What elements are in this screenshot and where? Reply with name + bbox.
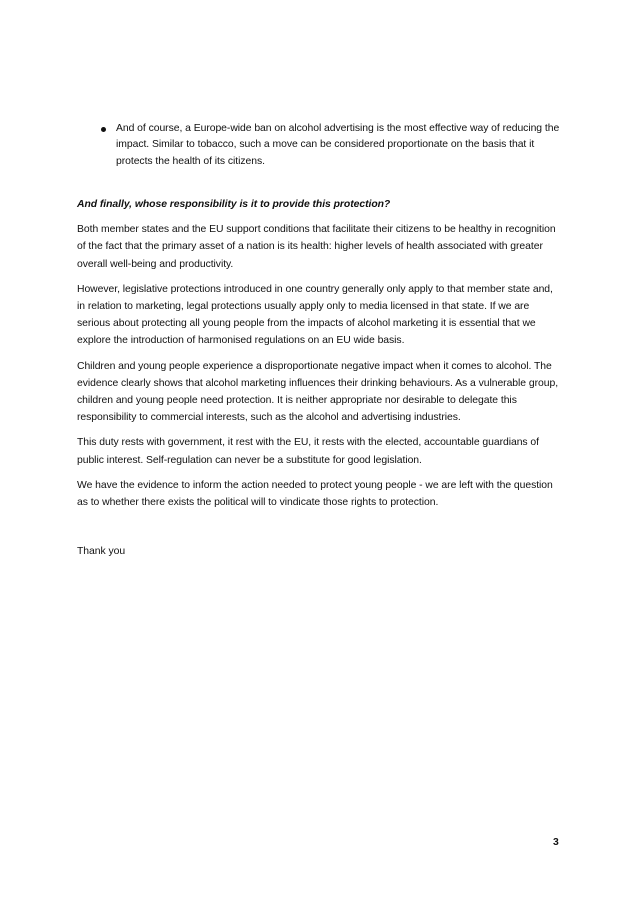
- paragraph-health: Both member states and the EU support conditions that facilitate their citizens to be healthy in recognition of the fact that the primary asset of a nation is its health: higher levels of health associated with greater overall well-being and productivity.: [77, 224, 556, 270]
- section-heading: And finally, whose responsibility is it to provide this protection?: [77, 198, 391, 210]
- paragraph-evidence: We have the evidence to inform the action needed to protect young people - we are left with the question as to whether there exists the political will to vindicate those rights to protection.: [77, 479, 553, 508]
- page-number: 3: [553, 837, 559, 848]
- paragraph-duty: This duty rests with government, it rest with the EU, it rests with the elected, accountable guardians of public interest. Self-regulation can never be a substitute for good legislation.: [77, 437, 539, 466]
- page-content: [77, 121, 563, 568]
- paragraph-children: Children and young people experience a disproportionate negative impact when it comes to alcohol. The evidence clearly shows that alcohol marketing influences their drinking behaviours. As a vulnerable group, children and young people need protection. It is neither appropriate nor desirable to delegate this responsibility to commercial interests, such as the alcohol and advertising industries.: [77, 360, 559, 424]
- closing-text: Thank you: [77, 546, 126, 558]
- bullet-text: And of course, a Europe-wide ban on alcohol advertising is the most effective way of reducing the impact. Similar to tobacco, such a move can be considered proportionate on the basis that it protects the health of its citizens.: [116, 123, 560, 167]
- bullet-list: [77, 121, 563, 170]
- bullet-item: [77, 121, 563, 170]
- paragraph-legislation: However, legislative protections introduced in one country generally only apply to that member state and, in relation to marketing, legal protections usually apply only to media licensed in that state. If we are serious about protecting all young people from the impacts of alcohol marketing it is essential that we explore the introduction of harmonised regulations on an EU wide basis.: [77, 283, 553, 347]
- bullet-dot-icon: [101, 127, 106, 132]
